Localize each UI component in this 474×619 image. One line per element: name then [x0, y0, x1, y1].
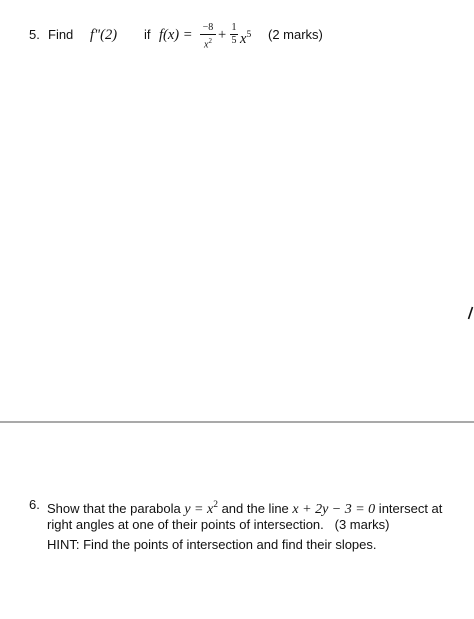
fraction-2-denominator: 5 — [231, 35, 237, 46]
question-5-fraction-1 — [200, 23, 216, 50]
question-6-line-1 — [29, 495, 469, 515]
line-1-text-b: and the line — [217, 501, 293, 516]
question-5-fraction-2 — [230, 23, 238, 46]
question-5-term-2 — [240, 25, 251, 49]
parabola-equation-lhs: y = x — [184, 502, 214, 517]
question-5-number: 5. — [29, 27, 40, 42]
fraction-1-denominator-exponent: 2 — [208, 37, 212, 45]
question-6-hint: HINT: Find the points of intersection and find their slopes. — [47, 537, 377, 552]
margin-mark-icon — [467, 306, 474, 320]
question-5-function-lhs: f(x) = — [159, 27, 193, 43]
fraction-1-numerator: −8 — [202, 22, 214, 33]
line-1-text-a: Show that the parabola — [47, 501, 185, 516]
question-5 — [29, 22, 469, 51]
question-6-line-3 — [29, 535, 469, 555]
term-2-exponent: 5 — [246, 30, 252, 40]
question-6-line-2 — [29, 515, 469, 535]
term-2-base: x — [240, 31, 247, 47]
parabola-equation-exponent: 2 — [213, 500, 218, 510]
question-5-if-word: if — [144, 27, 151, 42]
question-6-number: 6. — [29, 497, 40, 512]
line-equation: x + 2y − 3 = 0 — [292, 502, 376, 517]
section-divider — [0, 421, 474, 423]
fraction-1-denominator-base: x — [204, 39, 209, 51]
question-6 — [29, 495, 469, 555]
question-5-marks: (2 marks) — [268, 27, 323, 42]
question-5-find-word: Find — [48, 27, 74, 42]
fraction-1-denominator — [200, 36, 216, 50]
question-6-line-2-text: right angles at one of their points of intersection. (3 marks) — [47, 517, 390, 532]
fraction-2-numerator: 1 — [231, 22, 237, 33]
fraction-1-bar — [200, 34, 216, 35]
line-1-text-c: intersect at — [375, 501, 443, 516]
question-5-derivative-expression: f"(2) — [90, 27, 118, 43]
question-5-plus-sign: + — [218, 27, 227, 43]
